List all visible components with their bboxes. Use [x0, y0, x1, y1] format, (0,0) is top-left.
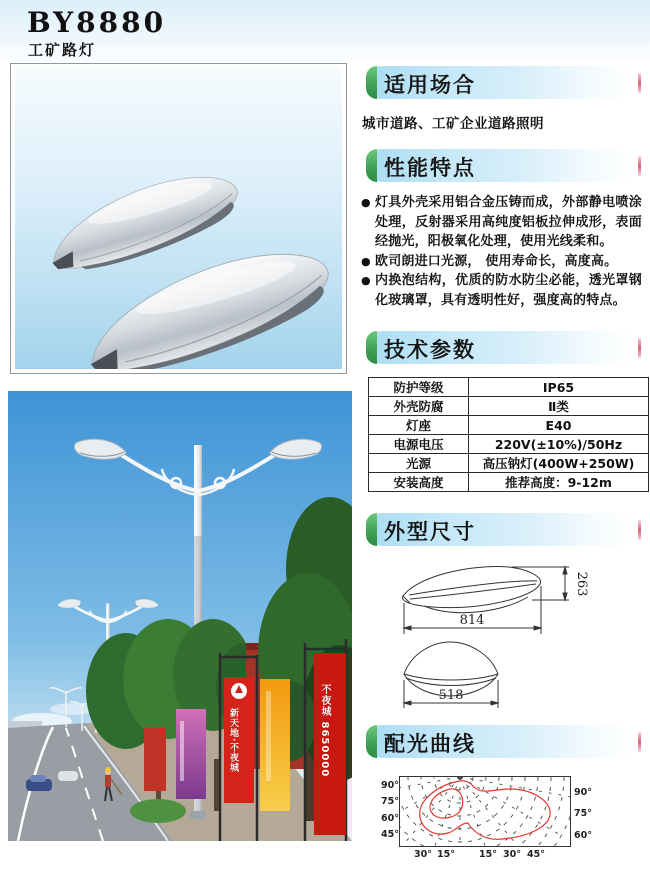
spec-label: 光源: [369, 454, 469, 473]
feature-item: [361, 193, 642, 252]
axis-label: 60°: [381, 813, 399, 824]
table-row: [369, 416, 649, 435]
axis-label: 30°: [414, 849, 432, 860]
banner-text-right: 不夜城 8650000: [319, 684, 330, 778]
feature-text: 灯具外壳采用铝合金压铸而成，外部静电喷涂处理，反射器采用高纯度铝板拉伸成形，表面经抛光，阳极氧化处理，使用光线柔和。: [375, 195, 642, 249]
header-red-tick: [638, 156, 641, 176]
photometric-chart: [399, 776, 571, 848]
header-green-cap: [366, 149, 377, 182]
spec-value: E40: [469, 416, 649, 435]
axis-label: 30°: [503, 849, 521, 860]
axis-label: 90°: [574, 787, 592, 798]
section-header-photometric: [366, 725, 632, 758]
page-title: BY8880: [27, 6, 167, 39]
spec-label: 灯座: [369, 416, 469, 435]
specs-table: [368, 377, 649, 492]
axis-label: 90°: [381, 780, 399, 791]
page-subtitle: 工矿路灯: [28, 41, 97, 59]
header-red-tick: [638, 520, 641, 540]
table-row: [369, 378, 649, 397]
spec-label: 安装高度: [369, 473, 469, 492]
application-text: 城市道路、工矿企业道路照明: [362, 116, 544, 132]
axis-label: 45°: [527, 849, 545, 860]
header-red-tick: [638, 338, 641, 358]
bullet-marker-icon: ●: [361, 274, 371, 287]
feature-text: 欧司朗进口光源， 使用寿命长，高度高。: [375, 253, 618, 269]
dim-height: 263: [574, 571, 589, 597]
spec-value: IP65: [469, 378, 649, 397]
lamp-heads-illustration: [15, 68, 342, 369]
banner-text-center: 新天地·不夜城: [228, 708, 238, 773]
spec-value: 推荐高度：9-12m: [469, 473, 649, 492]
axis-label: 60°: [574, 830, 592, 841]
spec-value: Ⅱ类: [469, 397, 649, 416]
feature-list: [361, 193, 642, 310]
section-header-dimensions: [366, 513, 632, 546]
table-row: [369, 397, 649, 416]
spec-label: 电源电压: [369, 435, 469, 454]
axis-label: 45°: [381, 829, 399, 840]
section-title: 适用场合: [384, 73, 476, 97]
product-image: [15, 68, 342, 369]
bullet-marker-icon: ●: [361, 254, 371, 268]
section-title: 配光曲线: [384, 732, 476, 756]
axis-label: 75°: [381, 796, 399, 807]
section-header-specs: [366, 331, 632, 364]
dimension-drawing: [362, 550, 642, 720]
axis-label: 15°: [437, 849, 455, 860]
dim-length: 814: [459, 613, 485, 628]
header-green-cap: [366, 513, 377, 546]
section-title: 性能特点: [384, 156, 476, 180]
header-red-tick: [638, 732, 641, 752]
header-green-cap: [366, 331, 377, 364]
header-red-tick: [638, 73, 641, 93]
section-header-application: [366, 66, 632, 99]
section-title: 技术参数: [384, 338, 476, 362]
section-title: 外型尺寸: [384, 520, 476, 544]
header-green-cap: [366, 66, 377, 99]
feature-item: [361, 271, 642, 310]
axis-label: 15°: [479, 849, 497, 860]
table-row: [369, 454, 649, 473]
dim-width: 518: [438, 688, 464, 703]
axis-label: 75°: [574, 808, 592, 819]
product-image-frame: [10, 63, 347, 374]
street-scene-illustration: [8, 391, 352, 841]
feature-item: [361, 252, 642, 272]
spec-value: 220V(±10%)/50Hz: [469, 435, 649, 454]
feature-text: 内换泡结构，优质的防水防尘必能，透光罩钢化玻璃罩，具有透明性好，强度高的特点。: [375, 273, 642, 308]
table-row: [369, 435, 649, 454]
header-green-cap: [366, 725, 377, 758]
section-header-features: [366, 149, 632, 182]
spec-value: 高压钠灯(400W+250W): [469, 454, 649, 473]
bush: [130, 799, 186, 823]
table-row: [369, 473, 649, 492]
spec-label: 外壳防腐: [369, 397, 469, 416]
bullet-marker-icon: ●: [361, 196, 371, 209]
street-photo: [8, 391, 352, 841]
spec-label: 防护等级: [369, 378, 469, 397]
